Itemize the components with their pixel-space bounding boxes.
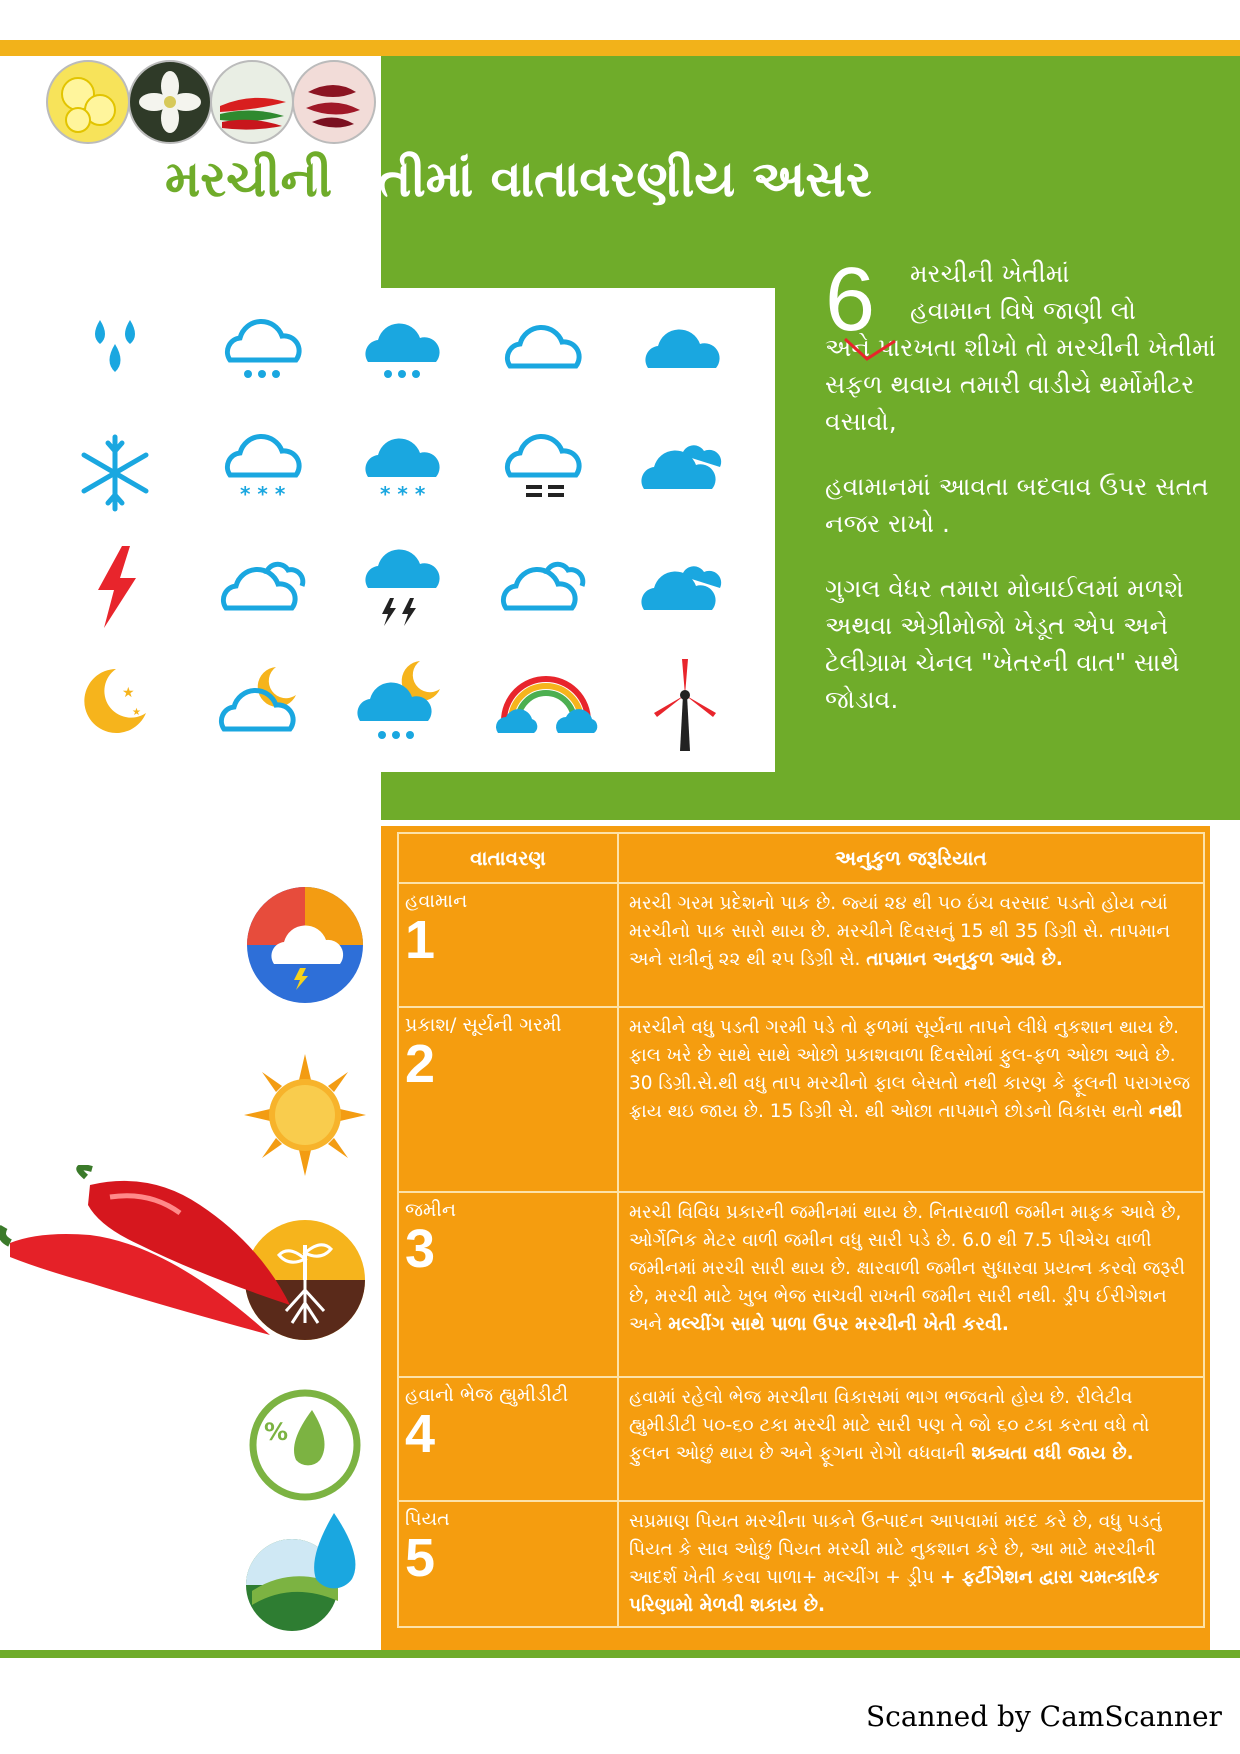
table-header-row [398,833,1204,883]
humidity-icon [240,1380,370,1510]
row-number: 3 [405,1219,436,1279]
rainbow-icon [490,655,600,751]
intro-paragraph-3: ગુગલ વેધર તમારા મોબાઈલમાં મળશે અથવા એગ્રીમોજો ખેડૂત એપ અને ટેલીગ્રામ ચેનલ "ખેતરની વાત" સાથે જોડાવ. [825,574,1184,714]
row-text: મરચીને વધુ પડતી ગરમી પડે તો ફળમાં સૂર્યના તાપને લીધે નુકશાન થાય છે. ફાલ ખરે છે સાથે સાથે ઓછો પ્રકાશવાળા દિવસોમાં ફુલ-ફળ ઓછા આવે છે. 30 ડિગ્રી.સે.થી વધુ તાપ મરચીનો ફાલ બેસતો નથી કારણ કે ફૂલની પરાગરજ ફ્રાય થઇ જાય છે. 15 ડિગ્રી સે. થી ઓછા તાપમાને છોડનો વિકાસ થતો [629,1017,1191,1122]
row-number: 2 [405,1034,436,1094]
row-text-bold: તાપમાન અનુકુળ આવે છે. [866,949,1063,970]
row-label: પ્રકાશ/ સૂર્યની ગરમી [405,1014,562,1036]
page-title [165,150,872,230]
row-label: હવાનો ભેજ હ્યુમીડીટી [405,1384,569,1406]
row-text-bold: નથી [1149,1101,1183,1122]
cloud-rain-filled-icon [350,310,460,406]
cloud-fog-icon [490,425,600,521]
svg-text:%: % [264,1418,289,1446]
clouds-filled-2-icon [630,540,740,636]
top-accent-bar [0,40,1240,56]
red-chili-image [0,1165,300,1365]
svg-text:* * *: * * * [240,482,286,506]
requirements-table-panel [381,826,1210,1651]
row-number: 4 [405,1404,436,1464]
cloud-moon-icon [210,655,320,751]
intro-paragraph-2: હવામાનમાં આવતા બદલાવ ઉપર સતત નજર રાખો . [825,472,1209,538]
table-row [398,1007,1204,1192]
row-text: મરચી વિવિધ પ્રકારની જમીનમાં થાય છે. નિતારવાળી જમીન માફક આવે છે, ઓર્ગેનિક મેટર વાળી જમીન વધુ સારી પડે છે. 6.0 થી 7.5 પીએચ વાળી જમીનમાં મરચી સારી થાય છે. ક્ષારવાળી જમીન સુધારવા પ્રયત્ન કરવો જરૂરી છે, મરચી માટે ખુબ ભેજ સાચવી રાખતી જમીન સારી નથી. ડ્રીપ ઈરીગેશન અને [629,1202,1186,1335]
title-part-1: મરચીની [165,150,332,208]
row-label: પિયત [405,1508,450,1530]
svg-text:* * *: * * * [380,482,426,506]
table-row [398,1192,1204,1377]
weather-icon-grid [70,300,770,760]
row-text: સપ્રમાણ પિયત મરચીના પાકને ઉત્પાદન આપવામાં મદદ કરે છે, વધુ પડતું પિયત કે સાવ ઓછું પિયત મરચી માટે નુકશાન કરે છે, આ માટે મરચીની આદર્શ ખેતી કરવા પાળા+ મલ્ચીંગ + ડ્રીપ [629,1511,1162,1588]
row-text: મરચી ગરમ પ્રદેશનો પાક છે. જ્યાં ૨૪ થી ૫૦ ઇંચ વરસાદ પડતો હોય ત્યાં મરચીનો પાક સારો થાય છે. મરચીને દિવસનું 15 થી 35 ડિગ્રી સે. તાપમાન અને રાત્રીનું ૨૨ થી ૨૫ ડિગ્રી સે. [629,893,1171,970]
moon-stars-icon [70,655,180,751]
irrigation-icon [240,1505,370,1635]
col-header-requirement: અનુકુળ જરૂરિયાત [618,833,1204,883]
row-text-bold: મલ્ચીંગ સાથે પાળા ઉપર મરચીની ખેતી કરવી. [668,1314,1009,1335]
svg-text:★: ★ [132,707,141,718]
cloud-rain-outline-icon [210,310,320,406]
lemon-photo [46,60,130,144]
row-label: જમીન [405,1199,456,1221]
sun-icon [240,1050,370,1180]
chilies-photo [210,60,294,144]
intro-text [825,250,1225,718]
table-row [398,1377,1204,1501]
photo-strip [46,60,386,142]
col-header-environment: વાતાવરણ [398,833,618,883]
clouds-outline-2-icon [490,540,600,636]
weather-category-icon [240,880,370,1010]
lightning-icon [70,540,180,636]
cloud-outline-icon [490,310,600,406]
raindrops-icon [70,310,180,406]
wind-turbine-icon [630,655,740,751]
intro-line-1: મરચીની ખેતીમાં [910,259,1070,288]
dried-chili-photo [292,60,376,144]
intro-number: 6 [825,250,876,350]
svg-text:★: ★ [122,685,135,701]
cloud-snow-filled-icon [350,425,460,521]
intro-line-rest: અને પારખતા શીખો તો મરચીની ખેતીમાં સફળ થવાય તમારી વાડીયે થર્મોમીટર વસાવો, [825,333,1216,436]
title-part-2: ખેતીમાં વાતાવરણીય અસર [337,150,872,208]
scanner-watermark: Scanned by CamScanner [866,1700,1222,1733]
check-mark-icon [843,335,899,365]
requirements-table [397,832,1205,1628]
row-text-bold: શક્યતા વધી જાય છે. [971,1443,1134,1464]
row-number: 5 [405,1528,436,1588]
row-label: હવામાન [405,890,468,912]
row-number: 1 [405,910,436,970]
bottom-accent-bar [0,1650,1240,1658]
row-text-bold: + ફર્ટીગેશન દ્વારા ચમત્કારિક પરિણામો મેળવી શકાય છે. [629,1567,1160,1616]
thunderstorm-icon [350,540,460,636]
chili-flower-photo [128,60,212,144]
row-text: હવામાં રહેલો ભેજ મરચીના વિકાસમાં ભાગ ભજવતો હોય છે. રીલેટીવ હ્યુમીડીટી ૫૦-૬૦ ટકા મરચી માટે સારી પણ તે જો ૬૦ ટકા કરતા વધે તો ફુલન ઓછું થાય છે અને ફૂગના રોગો વધવાની [629,1387,1150,1464]
cloud-filled-icon [630,310,740,406]
snowflake-icon [70,425,180,521]
intro-line-2: હવામાન વિષે જાણી લો [910,296,1136,325]
clouds-outline-icon [210,540,320,636]
clouds-filled-icon [630,425,740,521]
table-row [398,1501,1204,1627]
cloud-snow-outline-icon [210,425,320,521]
table-row [398,883,1204,1007]
cloud-moon-rain-icon [350,655,460,751]
